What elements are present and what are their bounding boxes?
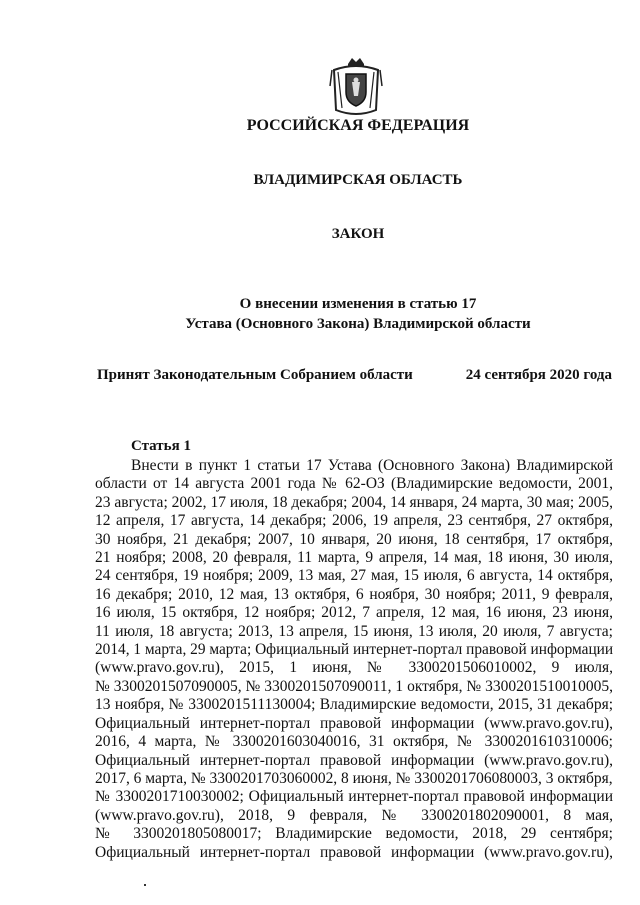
law-title-line-1: О внесении изменения в статью 17 bbox=[239, 296, 477, 312]
article-line: 11 июля, 18 августа; 2013, 13 апреля, 15 июня, 13 июля, 20 июля, 7 августа; bbox=[95, 622, 613, 640]
adoption-row bbox=[97, 367, 612, 384]
article-line: 2017, 6 марта, № 3300201703060002, 8 июня, № 3300201706080003, 3 октября, bbox=[95, 769, 613, 787]
article-line: 24 сентября, 19 ноября; 2009, 13 мая, 27 мая, 15 июля, 6 августа, 14 октября, bbox=[95, 567, 613, 585]
country-heading: РОССИЙСКАЯ ФЕДЕРАЦИЯ bbox=[246, 117, 470, 134]
adoption-label: Принят Законодательным Собранием области bbox=[97, 367, 413, 383]
article-line: № 3300201507090005, № 3300201507090011, 1 октября, № 3300201510010005, bbox=[95, 677, 613, 695]
article-line: 2016, 4 марта, № 3300201603040016, 31 октября, № 3300201610310006; bbox=[95, 733, 613, 751]
article-line: Официальный интернет-портал правовой информации (www.pravo.gov.ru), bbox=[95, 751, 613, 769]
scan-speck bbox=[144, 884, 146, 886]
article-line: области от 14 августа 2001 года № 62-ОЗ (Владимирские ведомости, 2001, bbox=[95, 475, 613, 493]
article-line: 13 ноября, № 3300201511130004; Владимирские ведомости, 2015, 31 декабря; bbox=[95, 696, 613, 714]
article-line: Официальный интернет-портал правовой информации (www.pravo.gov.ru), bbox=[95, 714, 613, 732]
article-heading: Статья 1 bbox=[131, 438, 191, 454]
coat-of-arms-icon bbox=[328, 56, 384, 118]
article-line: Официальный интернет-портал правовой информации (www.pravo.gov.ru), bbox=[95, 843, 613, 861]
adoption-date: 24 сентября 2020 года bbox=[465, 367, 612, 383]
article-line: 23 августа; 2002, 17 июля, 18 декабря; 2004, 14 января, 24 марта, 30 мая; 2005, bbox=[95, 493, 613, 511]
article-line: 21 ноября; 2008, 20 февраля, 11 марта, 9 апреля, 14 мая, 18 июня, 30 июля, bbox=[95, 549, 613, 567]
article-body bbox=[95, 457, 613, 862]
law-title-line-2: Устава (Основного Закона) Владимирской области bbox=[185, 316, 531, 332]
document-type-heading: ЗАКОН bbox=[331, 226, 385, 242]
article-line: № 3300201805080017; Владимирские ведомости, 2018, 29 сентября; bbox=[95, 825, 613, 843]
article-line: 16 декабря; 2010, 12 мая, 13 октября, 6 ноября, 30 ноября; 2011, 9 февраля, bbox=[95, 585, 613, 603]
article-line: (www.pravo.gov.ru), 2015, 1 июня, № 3300201506010002, 9 июля, bbox=[95, 659, 613, 677]
article-line: 30 ноября, 21 декабря; 2007, 10 января, 20 июня, 18 сентября, 17 октября, bbox=[95, 530, 613, 548]
article-line: 16 июля, 15 октября, 12 ноября; 2012, 7 апреля, 12 мая, 16 июня, 23 июня, bbox=[95, 604, 613, 622]
law-title bbox=[38, 294, 640, 334]
article-line: 2014, 1 марта, 29 марта; Официальный интернет-портал правовой информации bbox=[95, 641, 614, 659]
article-line: Внести в пункт 1 статьи 17 Устава (Основного Закона) Владимирской bbox=[131, 457, 613, 474]
article-line: 12 апреля, 17 августа, 14 декабря; 2006, 19 апреля, 23 сентября, 27 октября, bbox=[95, 512, 613, 530]
article-line: (www.pravo.gov.ru), 2018, 9 февраля, № 3300201802090001, 8 мая, bbox=[95, 806, 613, 824]
article-line: № 3300201710030002; Официальный интернет-портал правовой информации bbox=[95, 788, 613, 806]
region-heading: ВЛАДИМИРСКАЯ ОБЛАСТЬ bbox=[253, 172, 463, 188]
